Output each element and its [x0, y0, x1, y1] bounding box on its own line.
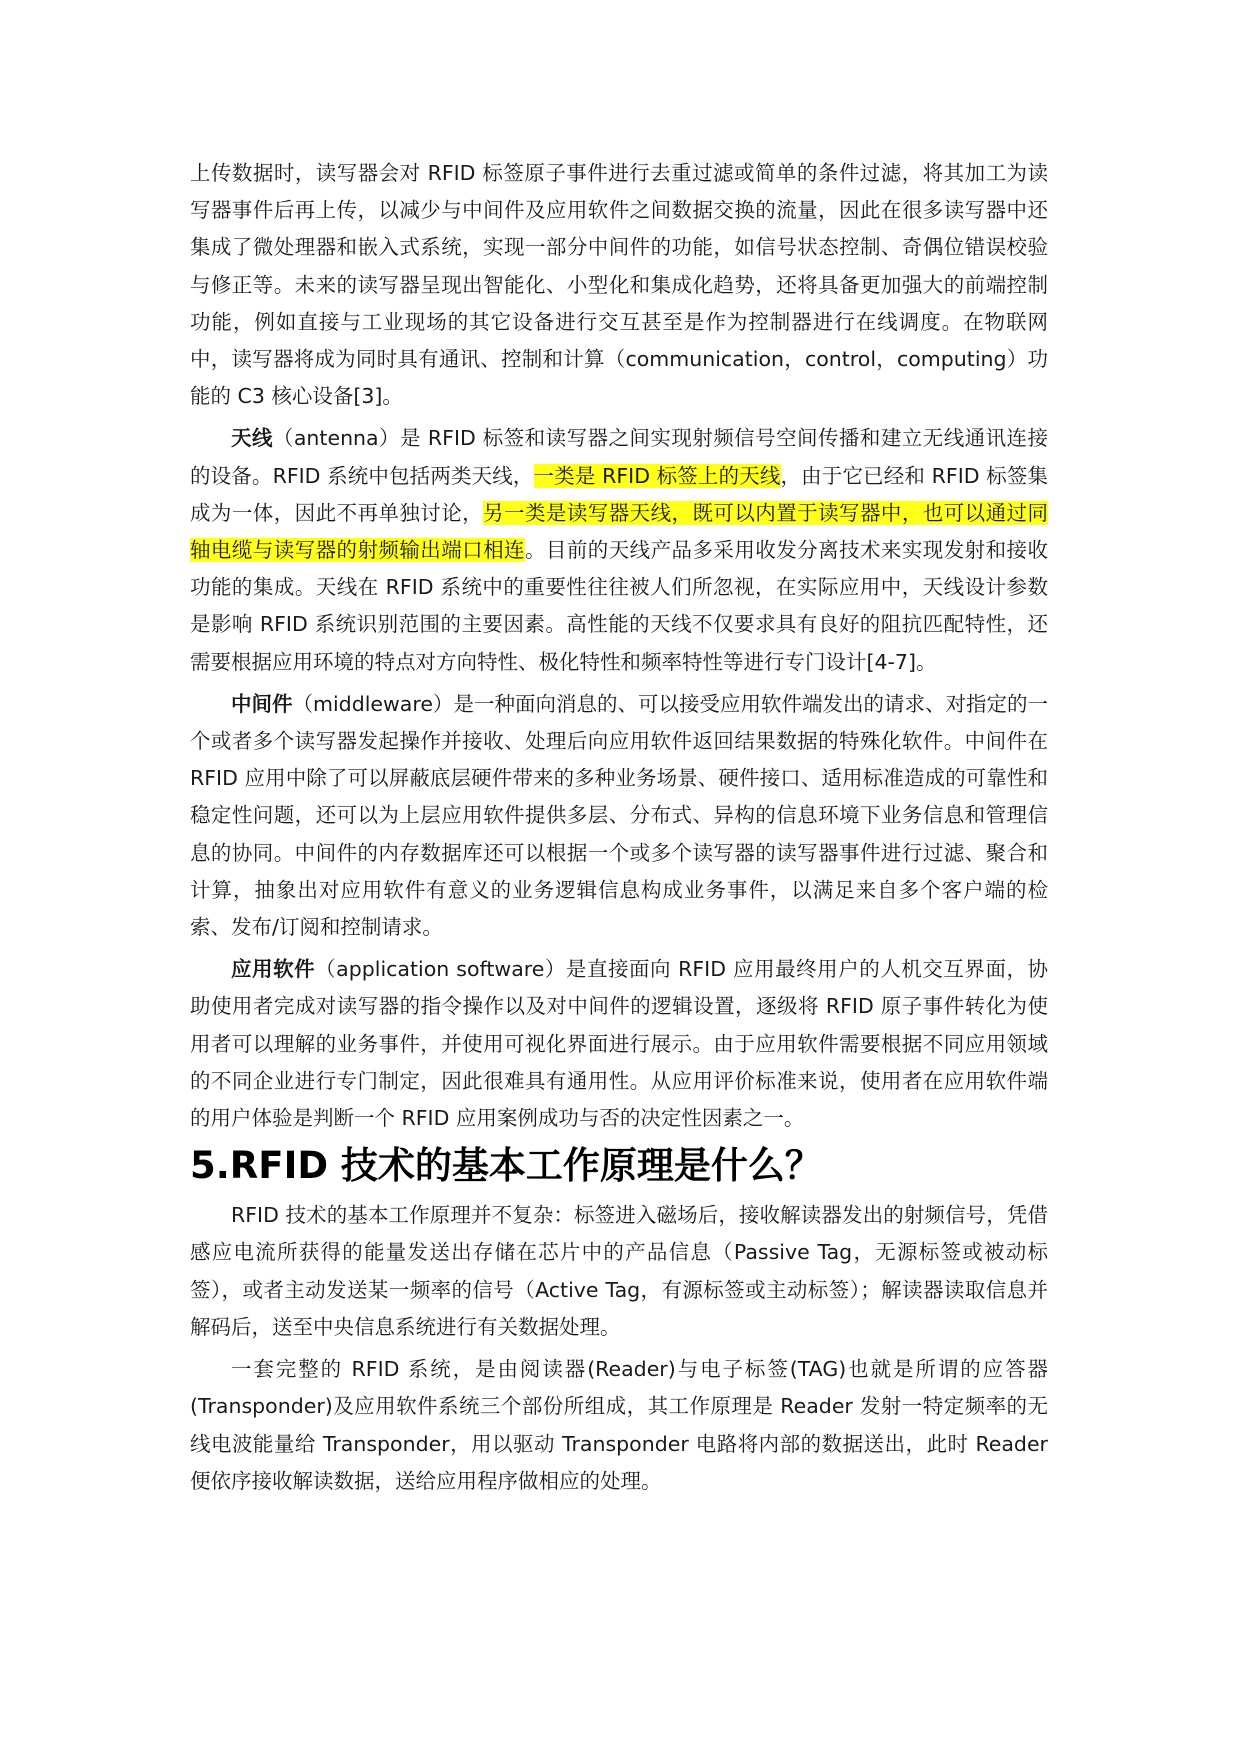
section-heading: 5.RFID 技术的基本工作原理是什么？	[190, 1144, 822, 1188]
paragraph-middleware	[190, 686, 1048, 946]
document-page	[190, 155, 1048, 1500]
paragraph-principle-2: 一套完整的 RFID 系统，是由阅读器(Reader)与电子标签(TAG)也就是所谓的应答器(Transponder)及应用软件系统三个部份所组成，其工作原理是 Reader 发射一特定频率的无线电波能量给 Transponder，用以驱动 Transponder 电路将内部的数据送出，此时 Reader 便依序接收解读数据，送给应用程序做相应的处理。	[190, 1357, 1048, 1493]
antenna-text-3: 。目前的天线产品多采用收发分离技术来实现发射和接收功能的集成。天线在 RFID 系统中的重要性往往被人们所忽视，在实际应用中，天线设计参数是影响 RFID 系统识别范围的主要因素。高性能的天线不仅要求具有良好的阻抗匹配特性，还需要根据应用环境的特点对方向特性、极化特性和频率特性等进行专门设计[4-7]。	[190, 538, 1048, 674]
term-application-software: 应用软件	[231, 957, 316, 982]
term-antenna: 天线	[231, 426, 273, 451]
highlight-reader-antenna: 另一类是读写器天线，既可以内置于读写器中，也可以通过同轴电缆与读写器的射频输出端口相连	[190, 500, 1048, 563]
antenna-text-2: ，由于它已经和 RFID 标签集成为一体，因此不再单独讨论，	[190, 463, 1048, 525]
middleware-text: （middleware）是一种面向消息的、可以接受应用软件端发出的请求、对指定的一个或者多个读写器发起操作并接收、处理后向应用软件返回结果数据的特殊化软件。中间件在 RFID 应用中除了可以屏蔽底层硬件带来的多种业务场景、硬件接口、适用标准造成的可靠性和稳定性问题，还可以为上层应用软件提供多层、分布式、异构的信息环境下业务信息和管理信息的协同。中间件的内存数据库还可以根据一个或多个读写器的读写器事件进行过滤、聚合和计算，抽象出对应用软件有意义的业务逻辑信息构成业务事件，以满足来自多个客户端的检索、发布/订阅和控制请求。	[190, 691, 1049, 940]
paragraph-principle-1: RFID 技术的基本工作原理并不复杂：标签进入磁场后，接收解读器发出的射频信号，凭借感应电流所获得的能量发送出存储在芯片中的产品信息（Passive Tag，无源标签或被动标签），或者主动发送某一频率的信号（Active Tag，有源标签或主动标签）；解读器读取信息并解码后，送至中央信息系统进行有关数据处理。	[190, 1203, 1048, 1339]
paragraph-antenna	[190, 420, 1048, 680]
application-software-text: （application software）是直接面向 RFID 应用最终用户的人机交互界面，协助使用者完成对读写器的指令操作以及对中间件的逻辑设置，逐级将 RFID 原子事件转化为使用者可以理解的业务事件，并使用可视化界面进行展示。由于应用软件需要根据不同应用领域的不同企业进行专门制定，因此很难具有通用性。从应用评价标准来说，使用者在应用软件端的用户体验是判断一个 RFID 应用案例成功与否的决定性因素之一。	[190, 957, 1049, 1131]
term-middleware: 中间件	[231, 691, 293, 716]
antenna-text-1: （antenna）是 RFID 标签和读写器之间实现射频信号空间传播和建立无线通讯连接的设备。RFID 系统中包括两类天线，	[190, 426, 1048, 488]
highlight-tag-antenna: 一类是 RFID 标签上的天线	[533, 463, 781, 488]
paragraph-application-software	[190, 951, 1048, 1137]
paragraph-reader-continuation: 上传数据时，读写器会对 RFID 标签原子事件进行去重过滤或简单的条件过滤，将其加工为读写器事件后再上传，以减少与中间件及应用软件之间数据交换的流量，因此在很多读写器中还集成了微处理器和嵌入式系统，实现一部分中间件的功能，如信号状态控制、奇偶位错误校验与修正等。未来的读写器呈现出智能化、小型化和集成化趋势，还将具备更加强大的前端控制功能，例如直接与工业现场的其它设备进行交互甚至是作为控制器进行在线调度。在物联网中，读写器将成为同时具有通讯、控制和计算（communication，control，computing）功能的 C3 核心设备[3]。	[190, 161, 1048, 409]
